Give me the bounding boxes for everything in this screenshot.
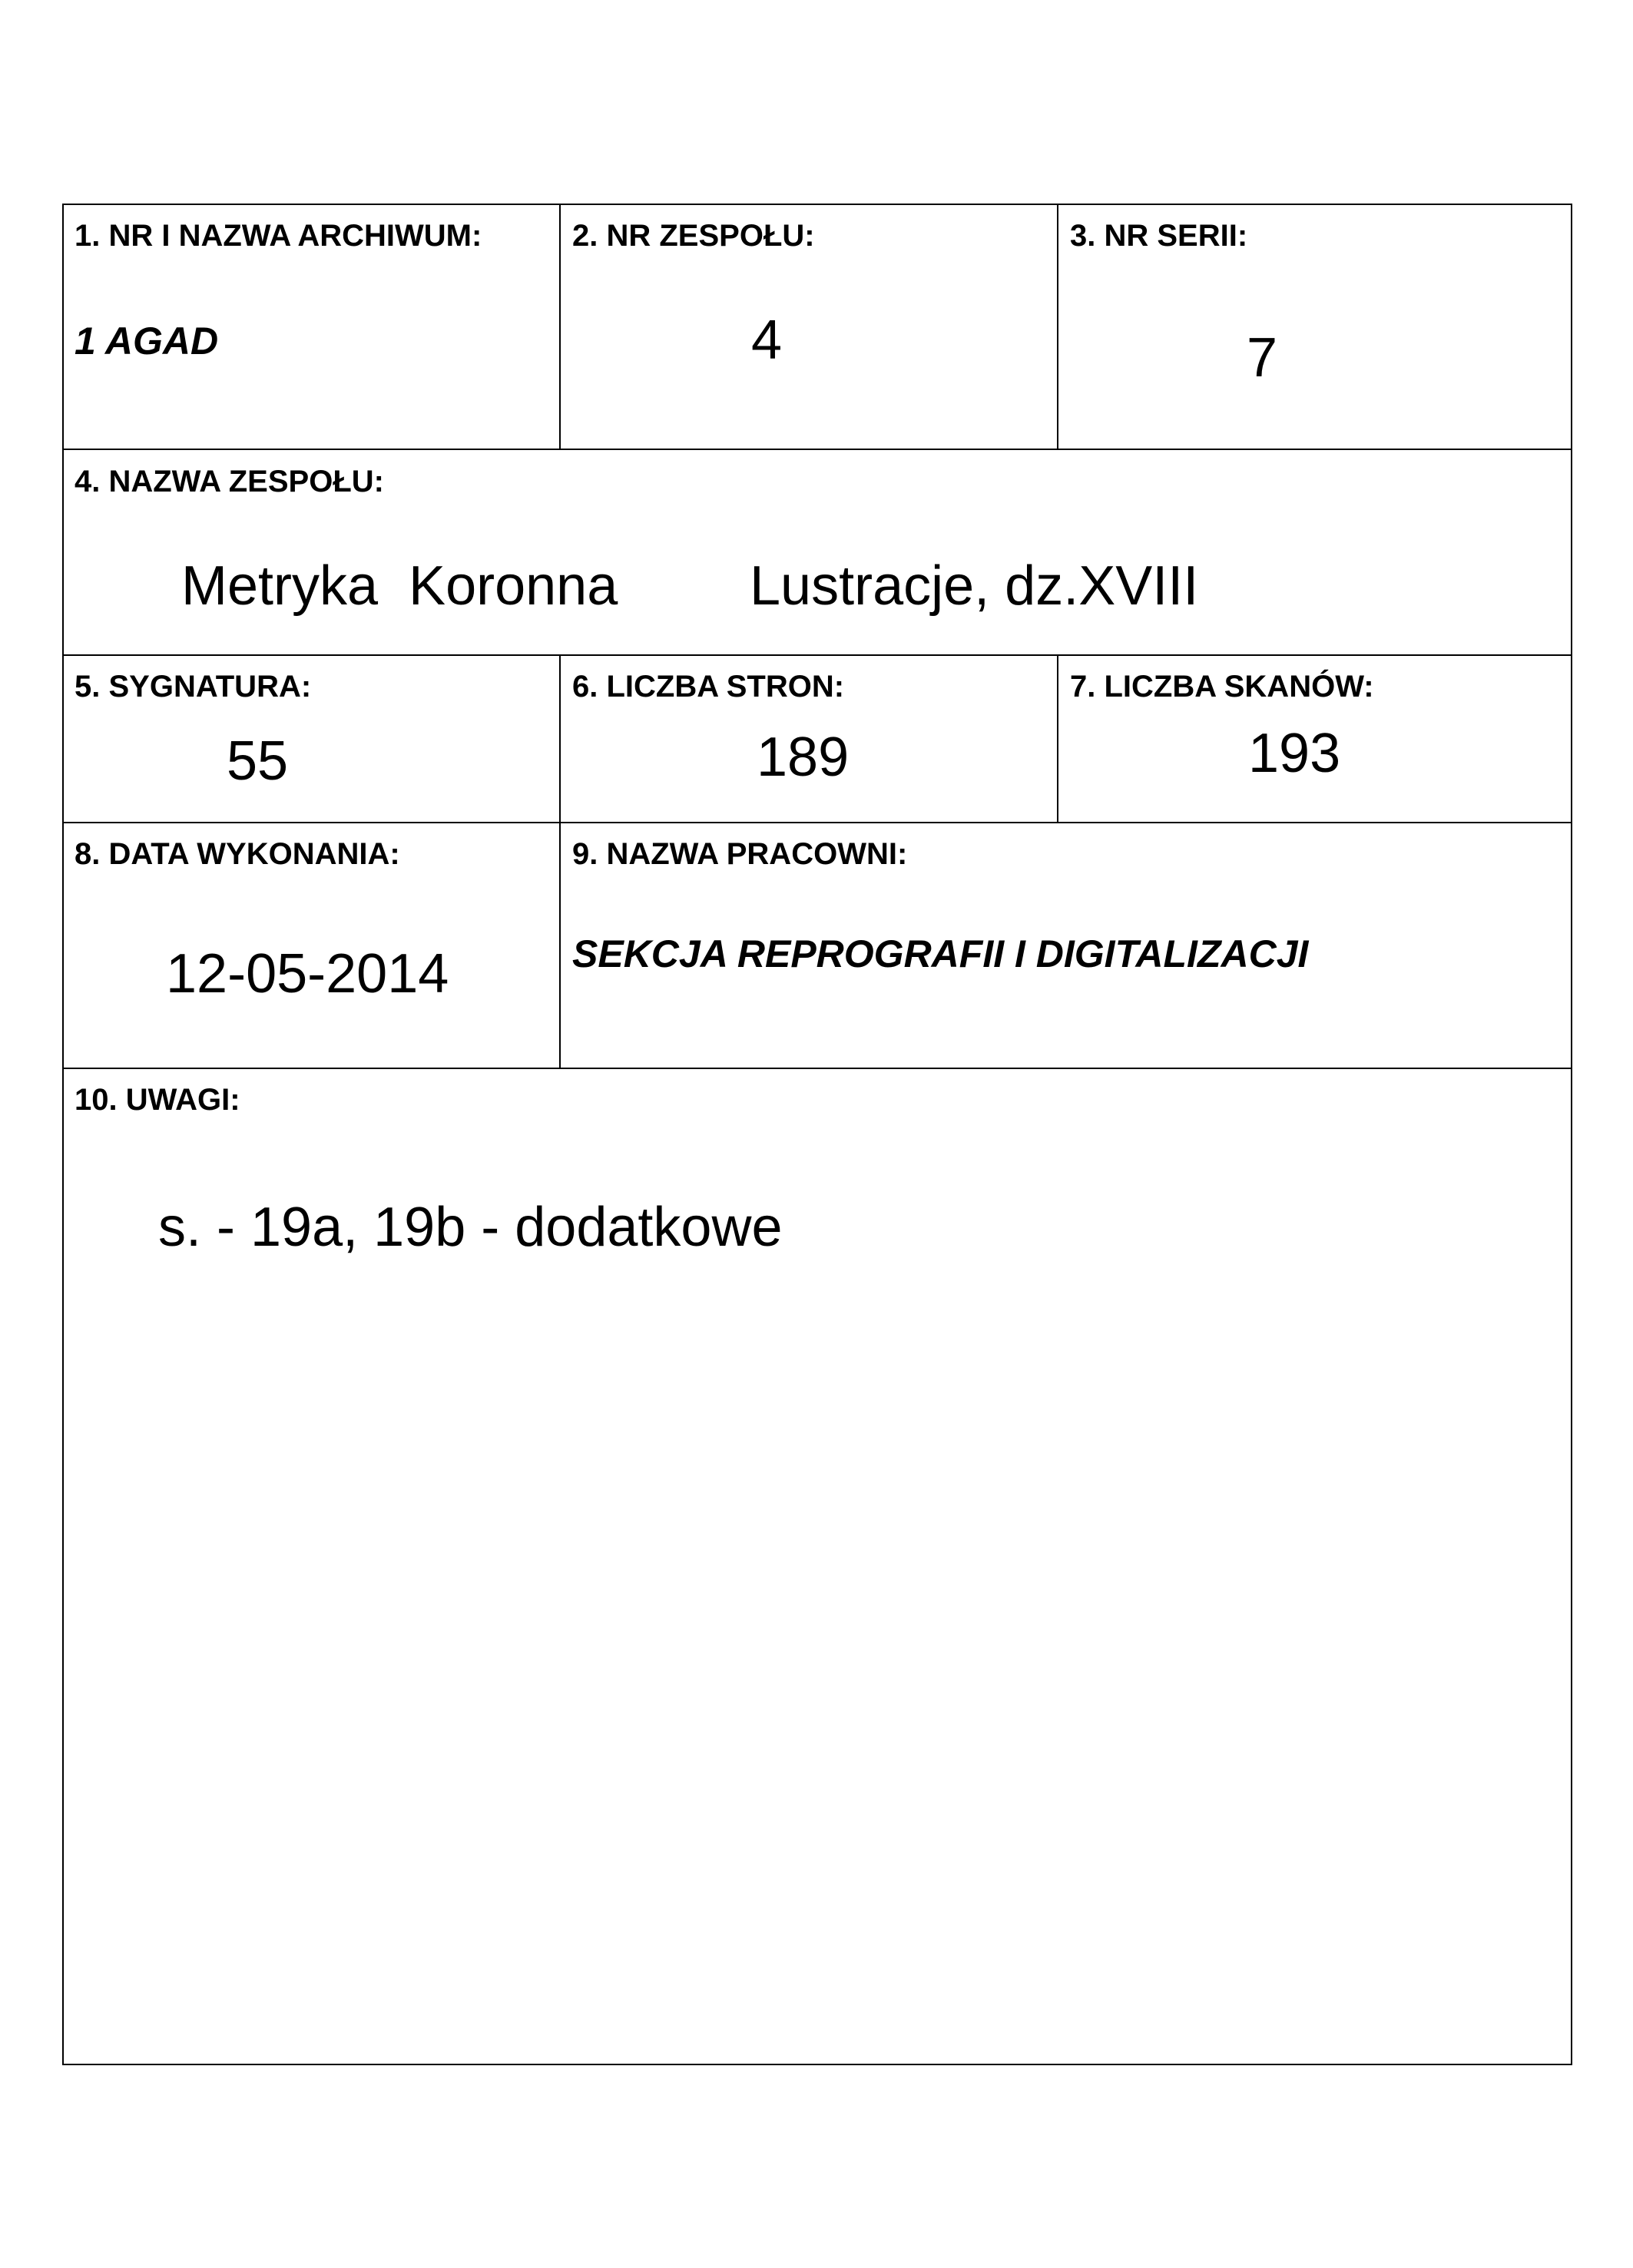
col-divider-row4: [559, 822, 561, 1069]
remarks-value: s. - 19a, 19b - dodatkowe: [158, 1197, 783, 1258]
row-divider-3: [64, 822, 1571, 823]
row-divider-2: [64, 654, 1571, 656]
row-divider-1: [64, 449, 1571, 450]
signature-label: 5. SYGNATURA:: [75, 670, 312, 704]
col-divider-row3-b: [1057, 654, 1058, 823]
date-value: 12-05-2014: [166, 943, 449, 1005]
archive-value: 1 AGAD: [75, 320, 219, 363]
workshop-label: 9. NAZWA PRACOWNI:: [572, 837, 908, 871]
archive-label: 1. NR I NAZWA ARCHIWUM:: [75, 219, 482, 253]
signature-value: 55: [227, 730, 289, 792]
col-divider-row1-b: [1057, 205, 1058, 450]
fond-number-value: 4: [751, 310, 783, 371]
scan-count-label: 7. LICZBA SKANÓW:: [1070, 670, 1374, 704]
col-divider-row3-a: [559, 654, 561, 823]
series-number-label: 3. NR SERII:: [1070, 219, 1248, 253]
scan-count-value: 193: [1248, 723, 1341, 784]
fond-number-label: 2. NR ZESPOŁU:: [572, 219, 815, 253]
fond-name-value-part1: Metryka Koronna: [181, 555, 618, 617]
row-divider-4: [64, 1068, 1571, 1069]
workshop-value: SEKCJA REPROGRAFII I DIGITALIZACJI: [572, 932, 1309, 975]
series-number-value: 7: [1247, 327, 1278, 389]
col-divider-row1-a: [559, 205, 561, 450]
fond-name-label: 4. NAZWA ZESPOŁU:: [75, 465, 384, 498]
date-label: 8. DATA WYKONANIA:: [75, 837, 400, 871]
metadata-form: [62, 204, 1572, 2065]
remarks-label: 10. UWAGI:: [75, 1083, 240, 1117]
page-count-label: 6. LICZBA STRON:: [572, 670, 845, 704]
fond-name-value-part2: Lustracje, dz.XVIII: [750, 555, 1199, 617]
page-count-value: 189: [757, 727, 850, 788]
